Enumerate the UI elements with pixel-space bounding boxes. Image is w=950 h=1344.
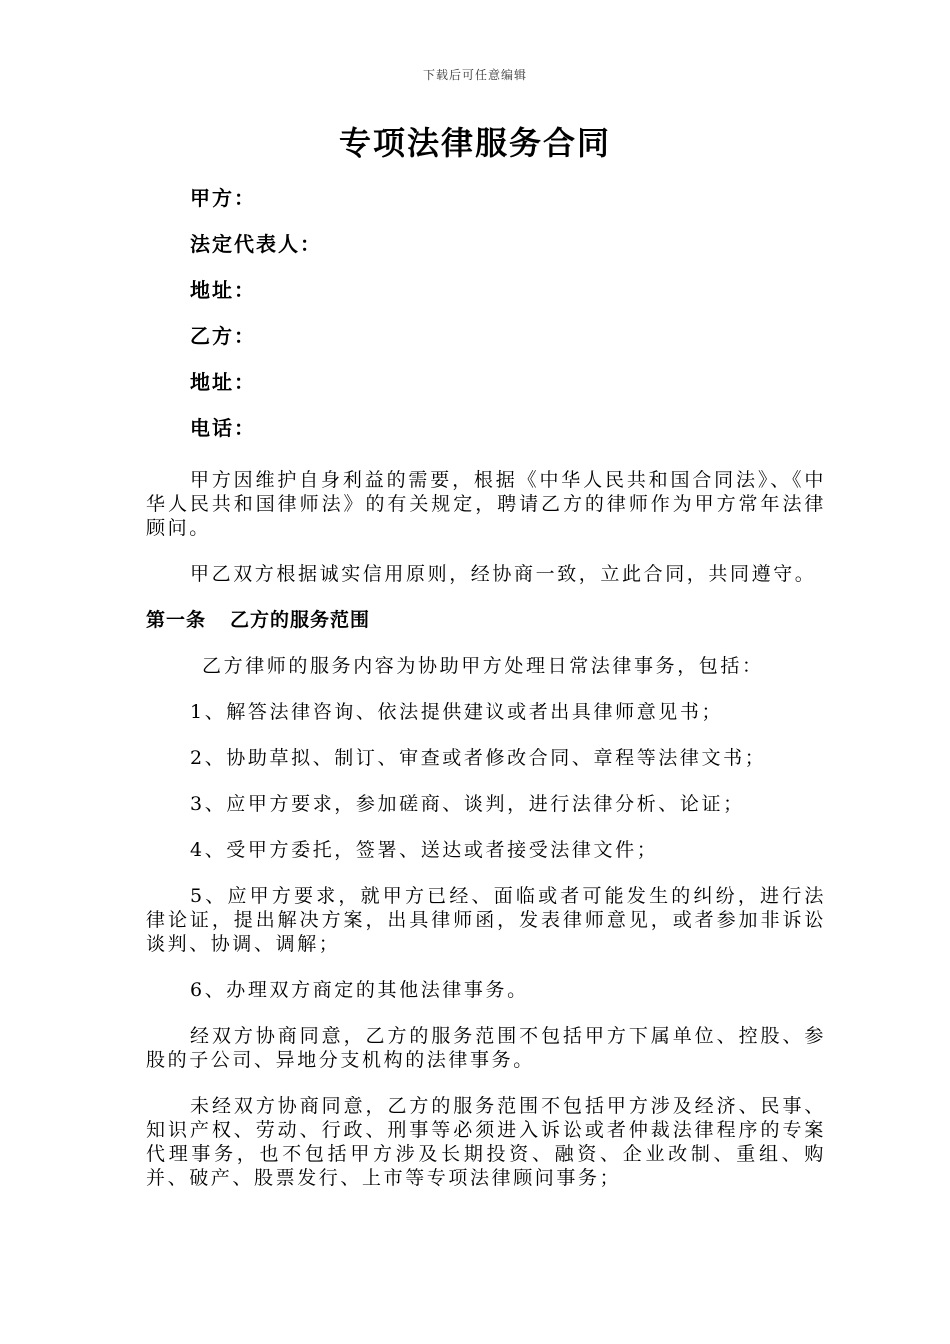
article-title: 乙方的服务范围	[230, 609, 371, 631]
party-b-address-label: 地址：	[190, 370, 256, 394]
document-title: 专项法律服务合同	[338, 124, 611, 162]
service-item: 2、协助草拟、制订、审查或者修改合同、章程等法律文书；	[190, 747, 767, 769]
legal-rep-label: 法定代表人：	[190, 232, 322, 256]
party-a-label: 甲方：	[190, 186, 256, 210]
party-b-phone-label: 电话：	[190, 416, 256, 440]
article-heading	[146, 608, 826, 632]
party-a-address-label: 地址：	[190, 278, 256, 302]
intro-paragraph: 甲方因维护自身利益的需要，根据《中华人民共和国合同法》、《中华人民共和国律师法》的有关规定，聘请乙方的律师作为甲方常年法律顾问。	[146, 469, 826, 539]
scope-note: 未经双方协商同意，乙方的服务范围不包括甲方涉及经济、民事、知识产权、劳动、行政、刑事等必须进入诉讼或者仲裁法律程序的专案代理事务，也不包括甲方涉及长期投资、融资、企业改制、重组、购并、破产、股票发行、上市等专项法律顾问事务；	[146, 1095, 826, 1189]
service-item: 3、应甲方要求，参加磋商、谈判，进行法律分析、论证；	[190, 793, 745, 815]
service-item: 5、应甲方要求，就甲方已经、面临或者可能发生的纠纷，进行法律论证，提出解决方案，出具律师函，发表律师意见，或者参加非诉讼谈判、协调、调解；	[146, 885, 826, 955]
intro-paragraph: 甲乙双方根据诚实信用原则，经协商一致，立此合同，共同遵守。	[190, 563, 817, 585]
document-body	[146, 182, 826, 1212]
service-item: 6、办理双方商定的其他法律事务。	[190, 979, 529, 1001]
party-block	[146, 182, 826, 458]
service-item: 1、解答法律咨询、依法提供建议或者出具律师意见书；	[190, 701, 724, 723]
party-b-label: 乙方：	[190, 324, 256, 348]
header-note: 下载后可任意编辑	[422, 68, 527, 82]
service-item: 4、受甲方委托，签署、送达或者接受法律文件；	[190, 839, 659, 861]
scope-note: 经双方协商同意，乙方的服务范围不包括甲方下属单位、控股、参股的子公司、异地分支机构的法律事务。	[146, 1025, 826, 1071]
article-lead: 乙方律师的服务内容为协助甲方处理日常法律事务，包括：	[202, 655, 764, 677]
article-number: 第一条	[146, 609, 207, 631]
